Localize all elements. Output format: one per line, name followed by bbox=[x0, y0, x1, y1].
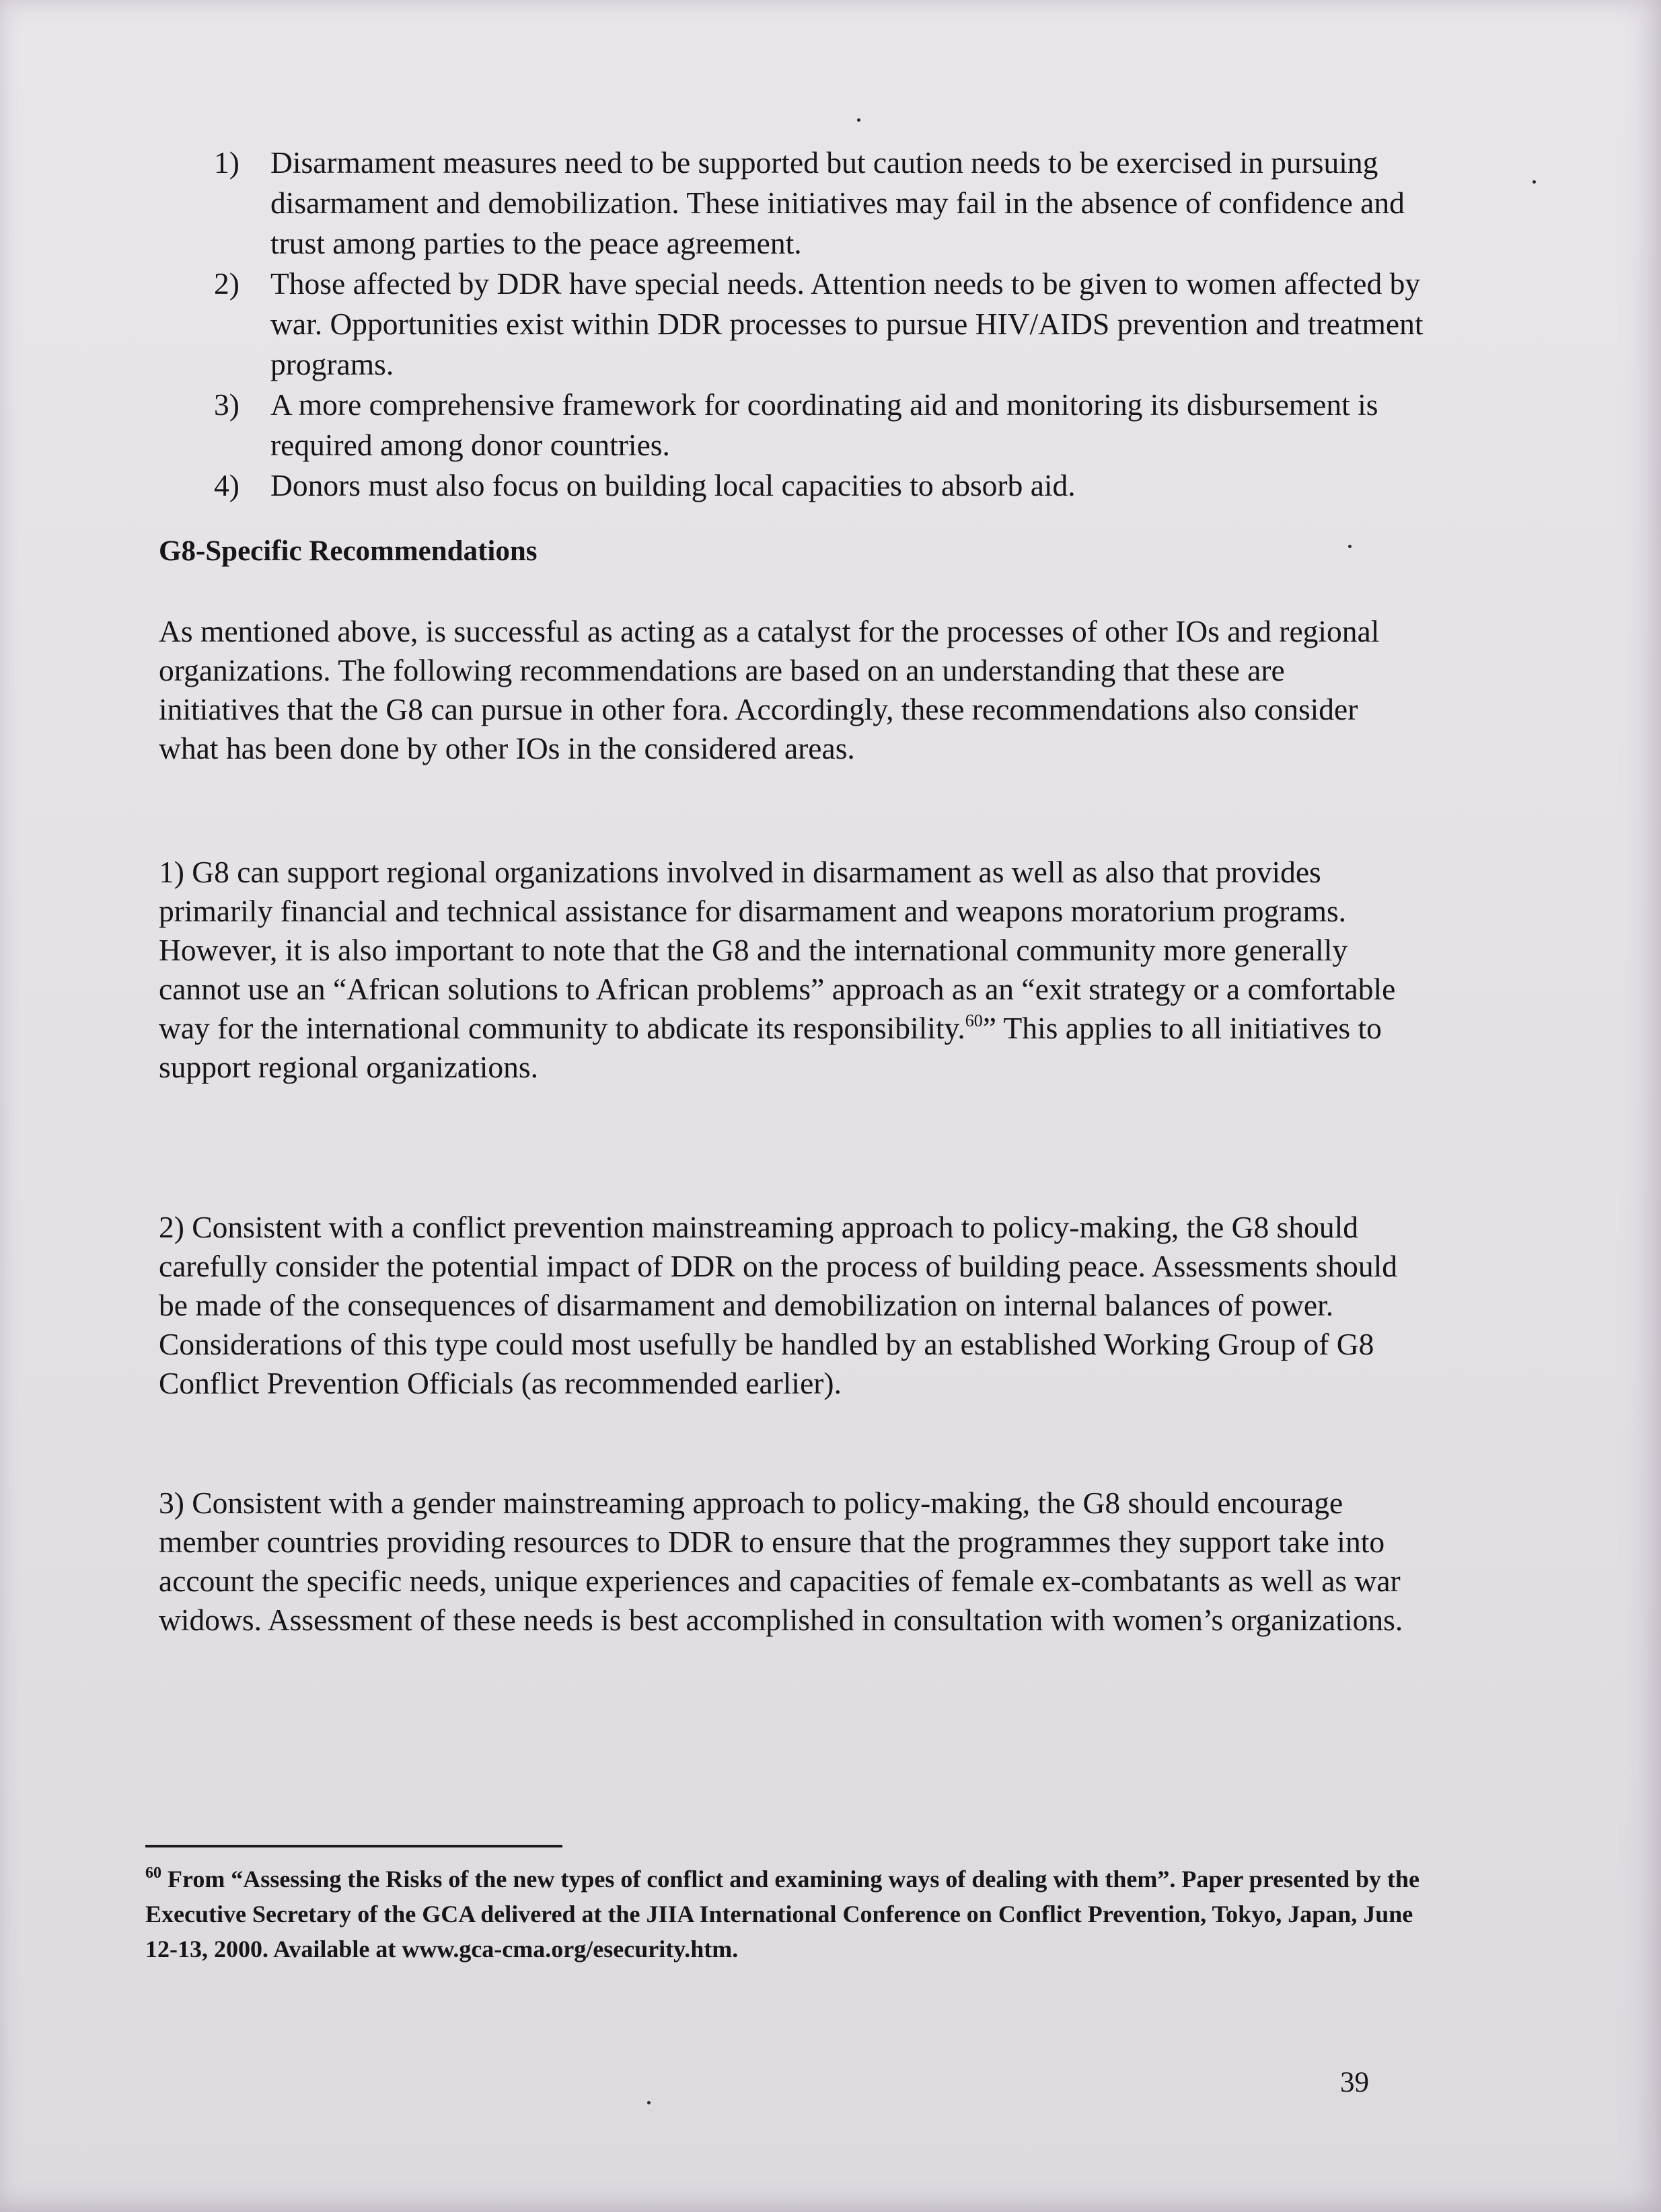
list-item-text: A more comprehensive framework for coordinating aid and monitoring its disbursement is required among donor countries. bbox=[270, 387, 1378, 462]
list-item-text: Those affected by DDR have special needs. Attention needs to be given to women affected by war. Opportunities exist within DDR processes to pursue HIV/AIDS prevention and treatment programs. bbox=[270, 266, 1424, 381]
scan-speck bbox=[857, 118, 860, 122]
footnote bbox=[145, 1862, 1424, 1967]
list-item bbox=[214, 465, 1425, 506]
ddr-lessons-list bbox=[214, 143, 1425, 506]
scan-speck bbox=[647, 2101, 651, 2104]
list-item-number: 2) bbox=[214, 266, 239, 301]
recommendation-1-text: 1) G8 can support regional organizations involved in disarmament as well as also that provides primarily financial and technical assistance for disarmament and weapons moratorium programs. However, it is also important to note that the G8 and the international community more generally cannot use an “African solutions to African problems” approach as an “exit strategy or a comfortable way for the international community to abdicate its responsibility. bbox=[159, 855, 1396, 1045]
section-heading: G8-Specific Recommendations bbox=[159, 535, 538, 567]
recommendation-1-paragraph bbox=[159, 853, 1403, 1087]
footnote-marker: 60 bbox=[145, 1864, 161, 1882]
scan-speck bbox=[1533, 180, 1536, 184]
list-item-number: 3) bbox=[214, 387, 239, 422]
footnote-text: From “Assessing the Risks of the new types of conflict and examining ways of dealing with them”. Paper presented by the Executive Secretary of the GCA delivered at the JIIA International Conference on Conflict Prevention, Tokyo, Japan, June 12-13, 2000. Available at www.gca-cma.org/esecurity.htm. bbox=[145, 1866, 1420, 1962]
intro-paragraph: As mentioned above, is successful as acting as a catalyst for the processes of other IOs and regional organizations. The following recommendations are based on an understanding that these are initiatives that the G8 can pursue in other fora. Accordingly, these recommendations also consider what has been done by other IOs in the considered areas. bbox=[159, 614, 1380, 765]
list-item bbox=[214, 143, 1425, 264]
recommendation-2-paragraph: 2) Consistent with a conflict prevention mainstreaming approach to policy-making, the G8 should carefully consider the potential impact of DDR on the process of building peace. Assessments should be made of the consequences of disarmament and demobilization on internal balances of power. Considerations of this type could most usefully be handled by an established Working Group of G8 Conflict Prevention Officials (as recommended earlier). bbox=[159, 1210, 1398, 1400]
recommendation-3-paragraph: 3) Consistent with a gender mainstreaming approach to policy-making, the G8 should encourage member countries providing resources to DDR to ensure that the programmes they support take into account the specific needs, unique experiences and capacities of female ex-combatants as well as war widows. Assessment of these needs is best accomplished in consultation with women’s organizations. bbox=[159, 1486, 1403, 1637]
list-item-number: 4) bbox=[214, 468, 239, 502]
list-item bbox=[214, 385, 1425, 465]
list-item-text: Disarmament measures need to be supported but caution needs to be exercised in pursuing disarmament and demobilization. These initiatives may fail in the absence of confidence and trust among parties to the peace agreement. bbox=[270, 145, 1405, 260]
scan-speck bbox=[1348, 545, 1352, 548]
footnote-divider bbox=[145, 1845, 562, 1847]
recommendation-1-text-end: ” This applies to all initiatives to support regional organizations. bbox=[159, 1011, 1382, 1084]
list-item-number: 1) bbox=[214, 145, 239, 180]
footnote-reference: 60 bbox=[965, 1011, 983, 1030]
list-item bbox=[214, 264, 1425, 385]
list-item-text: Donors must also focus on building local capacities to absorb aid. bbox=[270, 468, 1076, 502]
page-number: 39 bbox=[1340, 2067, 1369, 2098]
